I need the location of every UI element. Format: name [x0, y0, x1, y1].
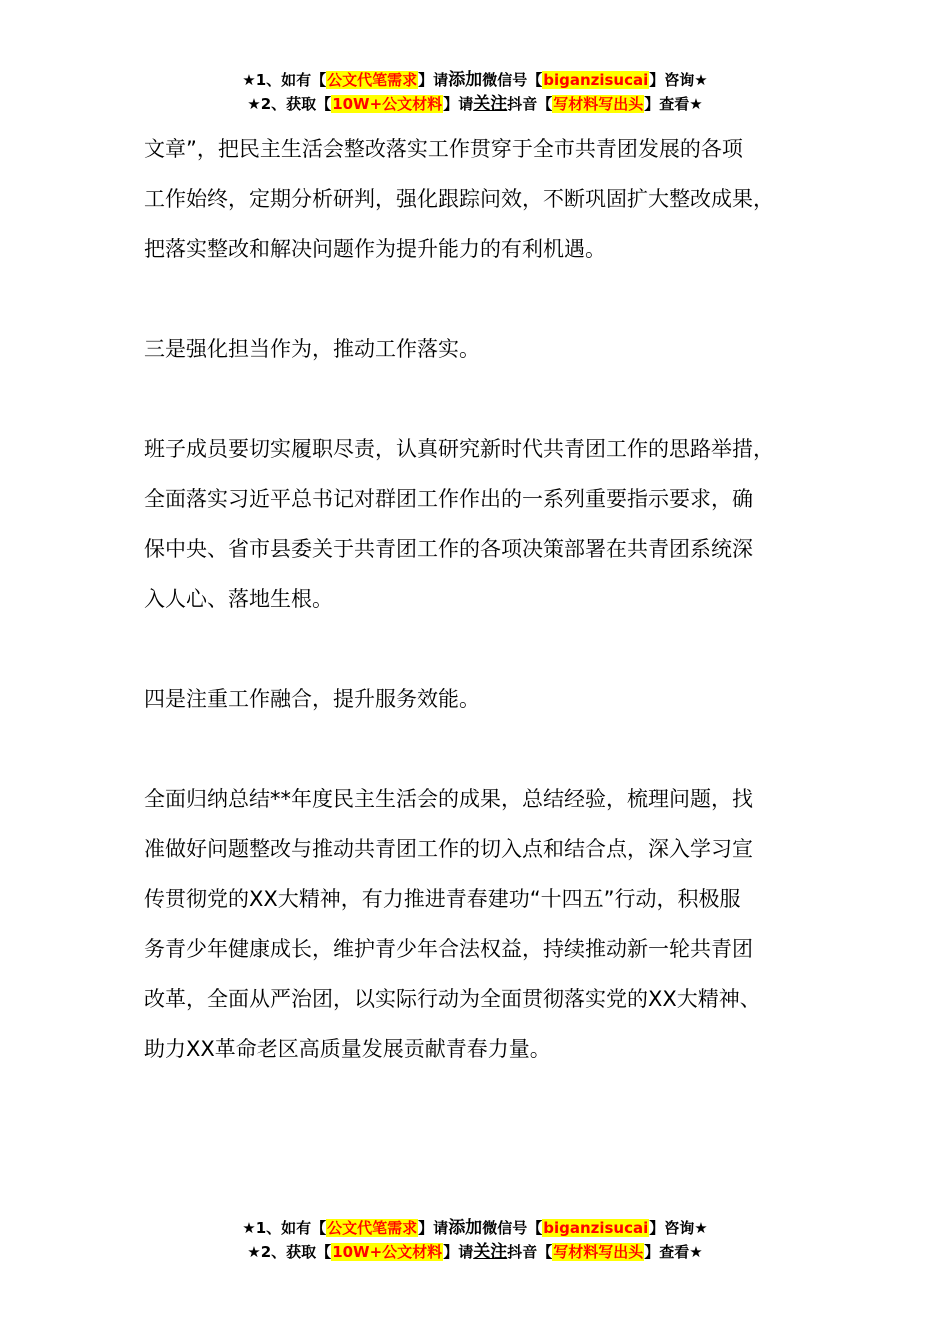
banner-line-1 [0, 1216, 950, 1240]
banner-highlight: biganzisucai [543, 71, 649, 89]
banner-highlight: biganzisucai [543, 1219, 649, 1237]
text-line: 改革，全面从严治团，以实际行动为全面贯彻落实党的XX大精神、 [144, 987, 761, 1011]
banner-text: 】咨询★ [649, 71, 708, 89]
text-line: 全面落实习近平总书记对群团工作作出的一系列重要指示要求，确 [144, 487, 753, 511]
banner-text: 】请 [443, 95, 474, 113]
banner-emphasis: 添加 [448, 70, 483, 90]
banner-line-2 [0, 92, 950, 116]
banner-text: 微信号【 [482, 71, 543, 89]
banner-text: ★2、获取【 [247, 95, 332, 113]
banner-text: 】查看★ [644, 95, 703, 113]
banner-text: 微信号【 [482, 1219, 543, 1237]
banner-emphasis: 添加 [448, 1218, 483, 1238]
text-line: 助力XX革命老区高质量发展贡献青春力量。 [144, 1037, 551, 1061]
text-line: 班子成员要切实履职尽责，认真研究新时代共青团工作的思路举措， [144, 437, 774, 461]
paragraph-1 [144, 124, 834, 274]
banner-line-1 [0, 68, 950, 92]
text-line: 工作始终，定期分析研判，强化跟踪问效，不断巩固扩大整改成果， [144, 187, 774, 211]
footer-banner [0, 1216, 950, 1264]
text-line: 文章”，把民主生活会整改落实工作贯穿于全市共青团发展的各项 [144, 137, 743, 161]
banner-text: 抖音【 [507, 1243, 553, 1261]
banner-text: 抖音【 [507, 95, 553, 113]
paragraph-3 [144, 424, 834, 624]
text-line: 入人心、落地生根。 [144, 587, 333, 611]
banner-text: ★2、获取【 [247, 1243, 332, 1261]
banner-emphasis: 关注 [473, 1242, 508, 1262]
banner-highlight: 10W+公文材料 [332, 95, 443, 113]
section-heading-3: 三是强化担当作为，推动工作落实。 [144, 337, 480, 361]
banner-text: 】请 [418, 71, 449, 89]
banner-highlight: 写材料写出头 [553, 95, 644, 113]
banner-line-2 [0, 1240, 950, 1264]
banner-text: ★1、如有【 [242, 1219, 327, 1237]
text-line: 保中央、省市县委关于共青团工作的各项决策部署在共青团系统深 [144, 537, 753, 561]
text-line: 务青少年健康成长，维护青少年合法权益，持续推动新一轮共青团 [144, 937, 753, 961]
text-line: 全面归纳总结**年度民主生活会的成果，总结经验，梳理问题，找 [144, 787, 753, 811]
section-heading-4: 四是注重工作融合，提升服务效能。 [144, 687, 480, 711]
banner-highlight: 10W+公文材料 [332, 1243, 443, 1261]
banner-text: 】请 [418, 1219, 449, 1237]
banner-text: 】请 [443, 1243, 474, 1261]
text-line: 传贯彻党的XX大精神，有力推进青春建功“十四五”行动，积极服 [144, 887, 741, 911]
banner-text: ★1、如有【 [242, 71, 327, 89]
banner-highlight: 公文代笔需求 [327, 71, 418, 89]
text-line: 准做好问题整改与推动共青团工作的切入点和结合点，深入学习宣 [144, 837, 753, 861]
banner-highlight: 写材料写出头 [553, 1243, 644, 1261]
document-body [144, 124, 834, 1074]
banner-emphasis: 关注 [473, 94, 508, 114]
banner-text: 】咨询★ [649, 1219, 708, 1237]
banner-text: 】查看★ [644, 1243, 703, 1261]
header-banner [0, 68, 950, 116]
text-line: 把落实整改和解决问题作为提升能力的有利机遇。 [144, 237, 606, 261]
banner-highlight: 公文代笔需求 [327, 1219, 418, 1237]
paragraph-4 [144, 774, 834, 1074]
